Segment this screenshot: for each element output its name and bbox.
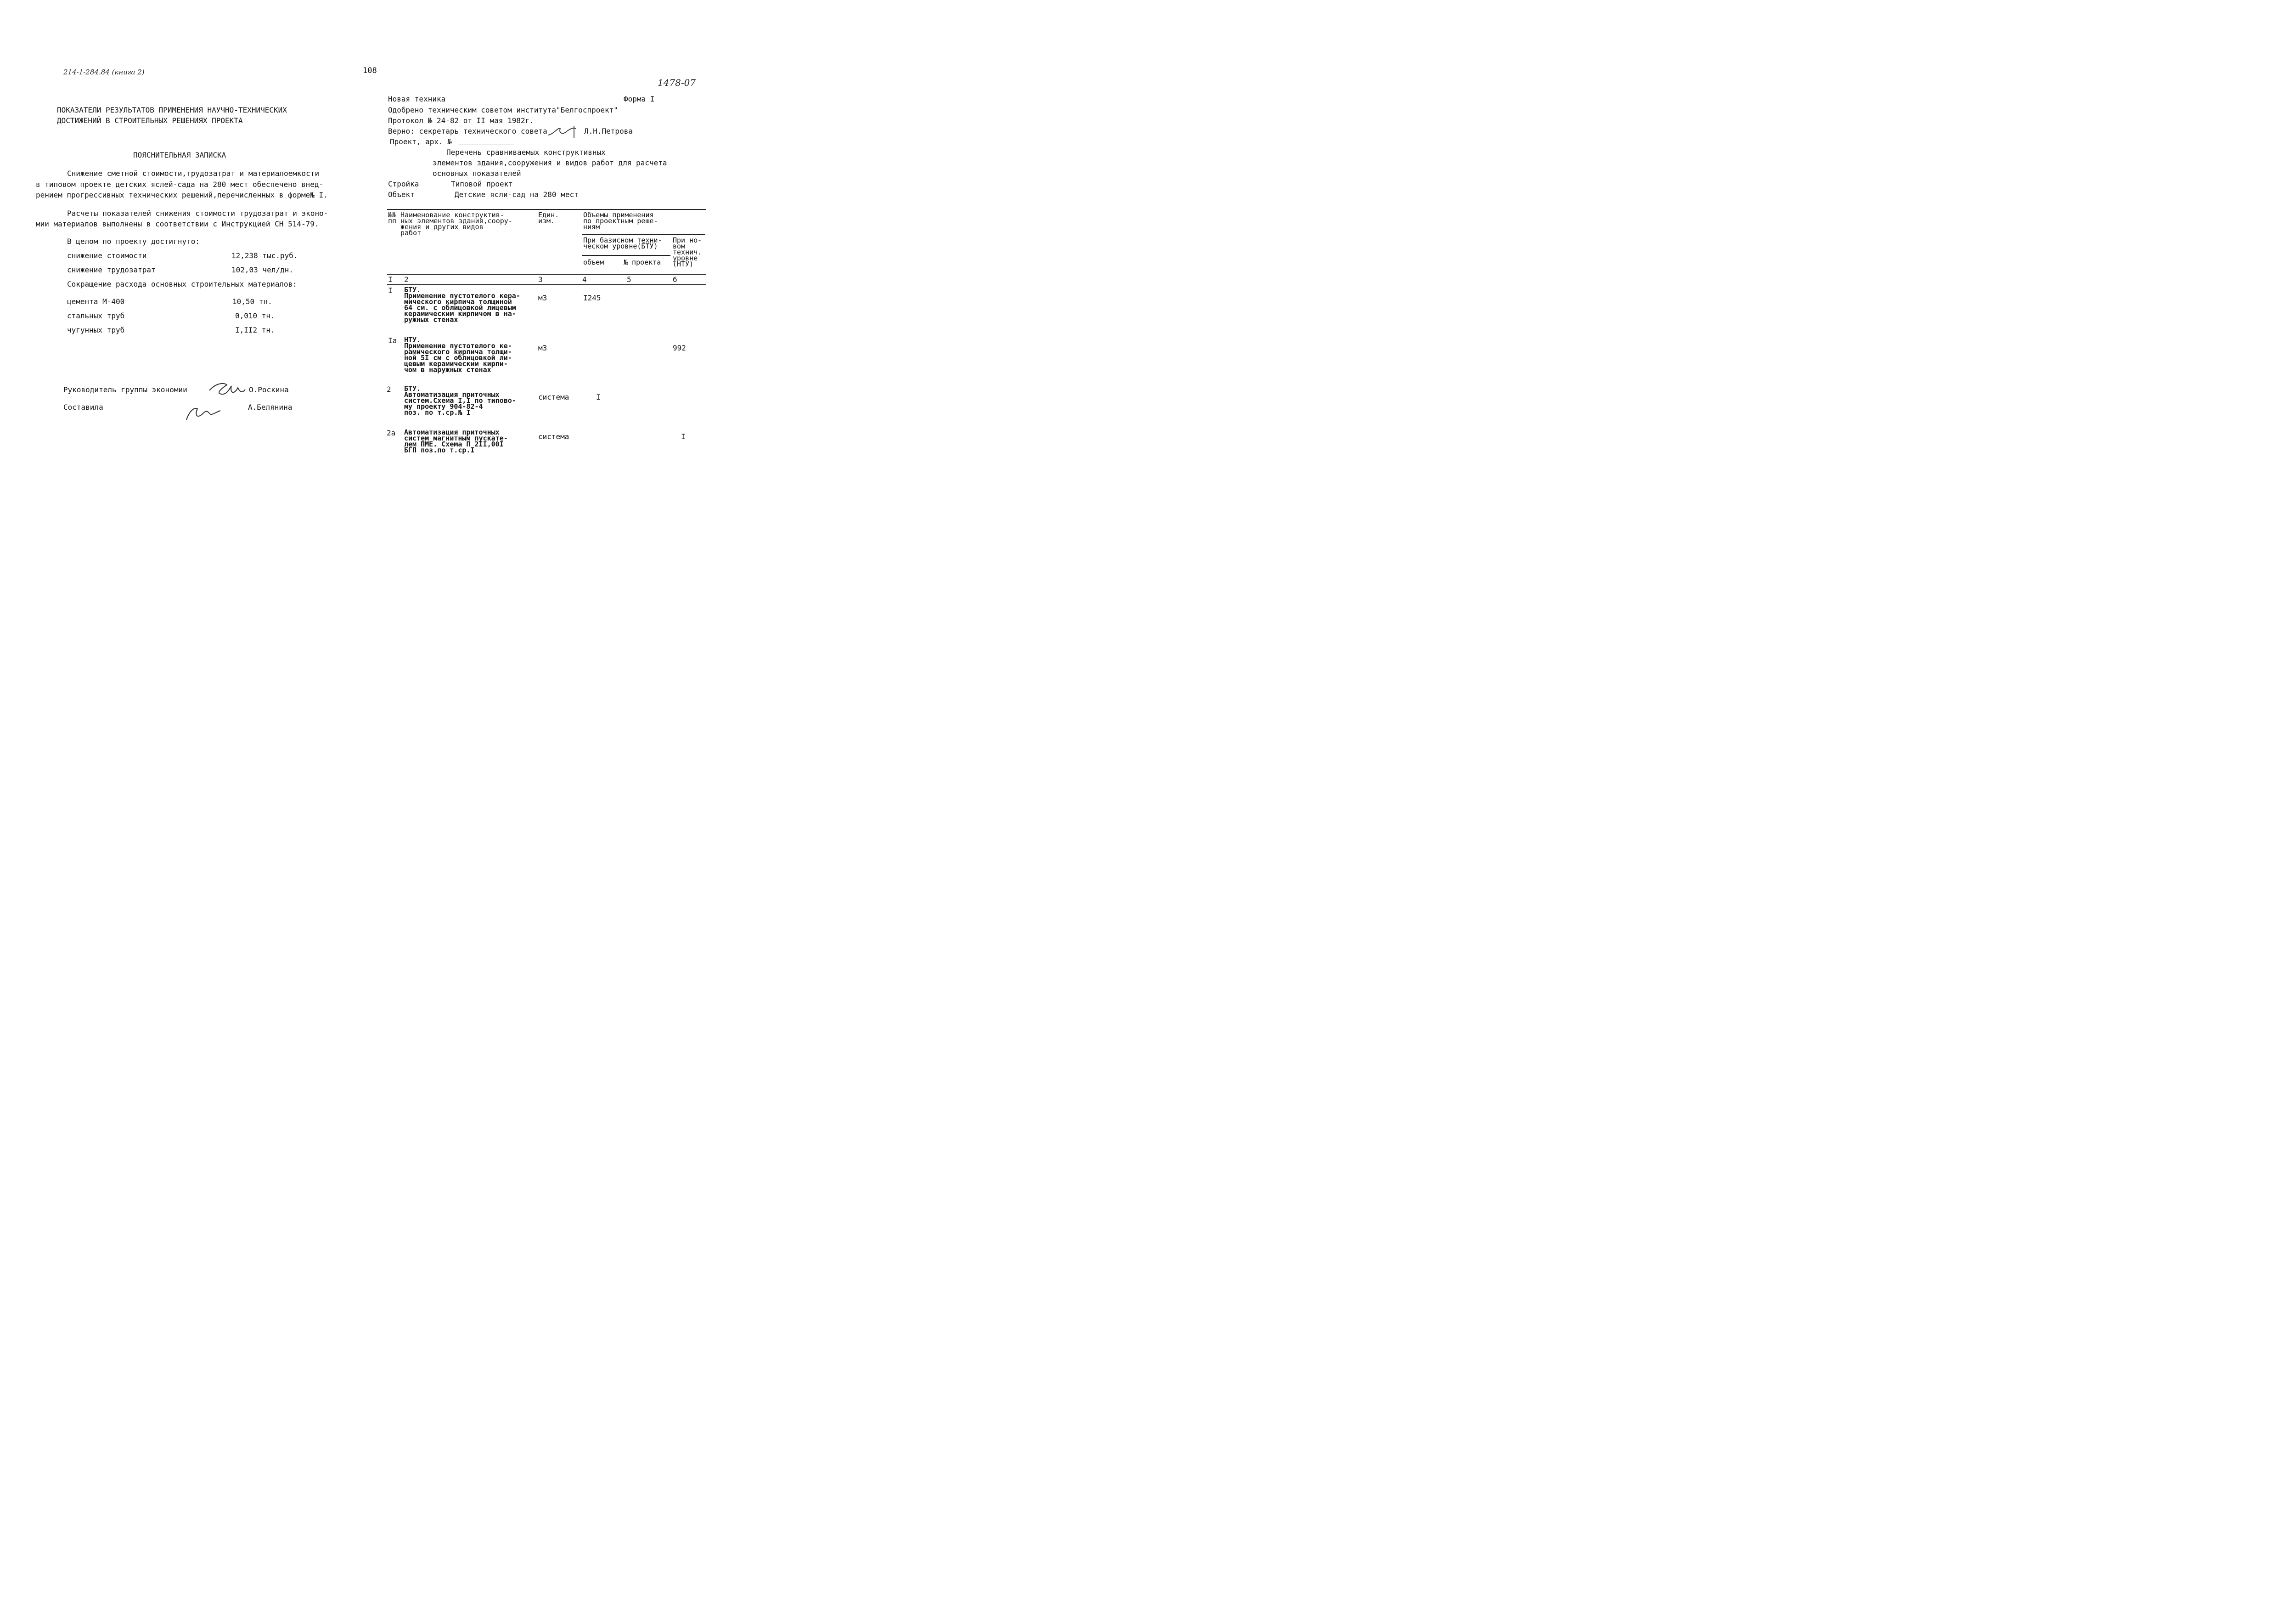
- title-line-2: ДОСТИЖЕНИЙ В СТРОИТЕЛЬНЫХ РЕШЕНИЯХ ПРОЕКТА: [57, 116, 243, 125]
- list-title-line3: основных показателей: [433, 169, 521, 178]
- header-volume: объем: [583, 258, 604, 266]
- material-cast-iron-pipes-label: чугунных труб: [67, 326, 125, 334]
- header-number: №№ пп: [388, 211, 397, 225]
- header-base-level: При базисном техни- ческом уровне(БТУ): [583, 236, 662, 250]
- material-steel-pipes-value: 0,010 тн.: [235, 311, 275, 320]
- object-value: Детские ясли-сад на 280 мест: [455, 190, 579, 199]
- column-number-4: 4: [582, 275, 587, 284]
- row-4-unit: система: [538, 432, 569, 441]
- head-name: О.Роскина: [249, 385, 289, 394]
- list-title-line1: Перечень сравниваемых конструктивных: [446, 148, 606, 157]
- project-arch-label: Проект, арх. №: [390, 137, 452, 146]
- labor-reduction-value: 102,03 чел/дн.: [231, 265, 293, 274]
- column-number-2: 2: [404, 275, 409, 284]
- materials-heading: Сокращение расхода основных строительных материалов:: [67, 280, 297, 288]
- row-1-number: I: [388, 286, 393, 295]
- compiler-signature: [184, 402, 222, 423]
- column-numbers-rule: [387, 284, 706, 285]
- header-element-name: Наименование конструктив- ных элементов здания,соору- жения и других видов работ: [400, 211, 512, 237]
- row-2-unit: м3: [538, 344, 547, 352]
- header-volumes-rule: [582, 234, 705, 235]
- row-1-unit: м3: [538, 294, 547, 302]
- row-2-number: Iа: [388, 336, 397, 345]
- title-line-1: ПОКАЗАТЕЛИ РЕЗУЛЬТАТОВ ПРИМЕНЕНИЯ НАУЧНО-ТЕХНИЧЕСКИХ: [57, 106, 287, 114]
- compiler-name: А.Белянина: [248, 403, 293, 412]
- row-4-ntu-volume: I: [681, 432, 686, 441]
- cost-reduction-value: 12,238 тыс.руб.: [231, 251, 298, 260]
- row-4-number: 2а: [387, 429, 396, 437]
- construction-value: Типовой проект: [451, 180, 513, 188]
- para2-line1: Расчеты показателей снижения стоимости трудозатрат и эконо-: [67, 209, 328, 218]
- row-4-description: Автоматизация приточных систем магнитным пускате- лем ПМЕ. Схема П 2II,00I БГП поз.по т.ср.I: [404, 428, 508, 454]
- row-1-btu-volume: I245: [583, 294, 601, 302]
- para1-line3: рением прогрессивных технических решений,перечисленных в форме№ I.: [36, 191, 328, 199]
- para2-line2: мии материалов выполнены в соответствии с Инструкцией СН 514-79.: [36, 220, 319, 228]
- head-signature: [206, 379, 248, 400]
- para1-line2: в типовом проекте детских яслей-сада на 280 мест обеспечено внед-: [36, 180, 324, 189]
- secretary-name: Л.Н.Петрова: [584, 127, 633, 136]
- header-volumes: Объемы применения по проектным реше- ниям: [583, 211, 658, 231]
- approved-line: Одобрено техническим советом института"Белгоспроект": [388, 106, 618, 114]
- verified-line: Верно: секретарь технического совета: [388, 127, 547, 136]
- table-top-rule: [387, 209, 706, 210]
- object-label: Объект: [388, 190, 415, 199]
- protocol-line: Протокол № 24-82 от II мая 1982г.: [388, 116, 534, 125]
- row-1-description: БТУ. Применение пустотелого кера- мического кирпича толщиной 64 см. с облицовкой лицевым керамическим кирпичом в на- ружных стенах: [404, 286, 520, 324]
- column-number-5: 5: [627, 275, 631, 284]
- column-number-6: 6: [673, 275, 677, 284]
- achieved-heading: В целом по проекту достигнуто:: [67, 237, 200, 246]
- secretary-signature: [546, 124, 581, 140]
- row-3-number: 2: [387, 385, 391, 394]
- column-number-3: 3: [538, 275, 543, 284]
- construction-label: Стройка: [388, 180, 419, 188]
- row-3-description: БТУ. Автоматизация приточных систем.Схема I,I по типово- му проекту 904-82-4 поз. по т.ср.№ I: [404, 384, 516, 417]
- material-cast-iron-pipes-value: I,II2 тн.: [235, 326, 275, 334]
- cost-reduction-label: снижение стоимости: [67, 251, 147, 260]
- header-bottom-rule: [387, 274, 706, 275]
- list-title-line2: элементов здания,сооружения и видов работ для расчета: [433, 158, 667, 167]
- row-3-unit: система: [538, 393, 569, 401]
- page-number: 108: [363, 66, 377, 75]
- row-2-ntu-volume: 992: [673, 344, 686, 352]
- column-number-1: I: [388, 275, 393, 284]
- material-steel-pipes-label: стальных труб: [67, 311, 125, 320]
- row-2-description: НТУ. Применение пустотелого ке- рамического кирпича толщи- ной 5I см с облицовкой ли- цевым керамическим кирпи- чом в наружных стенах: [404, 336, 512, 374]
- explanatory-note-heading: ПОЯСНИТЕЛЬНАЯ ЗАПИСКА: [133, 151, 226, 159]
- new-tech-label: Новая техника: [388, 95, 446, 103]
- para1-line1: Снижение сметной стоимости,трудозатрат и материалоемкости: [67, 169, 320, 178]
- document-code-handwritten: 214-1-284.84 (книга 2): [63, 68, 145, 76]
- archive-number-handwritten: 1478-07: [658, 77, 696, 88]
- header-unit: Един. изм.: [538, 211, 559, 225]
- form-label: Форма I: [624, 95, 655, 103]
- head-role: Руководитель группы экономии: [63, 385, 187, 394]
- header-project-number: № проекта: [624, 258, 661, 266]
- labor-reduction-label: снижение трудозатрат: [67, 265, 156, 274]
- compiler-role: Составила: [63, 403, 103, 412]
- material-cement-label: цемента М-400: [67, 297, 125, 306]
- row-3-btu-volume: I: [596, 393, 601, 401]
- material-cement-value: 10,50 тн.: [232, 297, 272, 306]
- header-new-level: При но- вом технич. уровне (НТУ): [673, 236, 702, 268]
- header-base-rule: [582, 255, 670, 256]
